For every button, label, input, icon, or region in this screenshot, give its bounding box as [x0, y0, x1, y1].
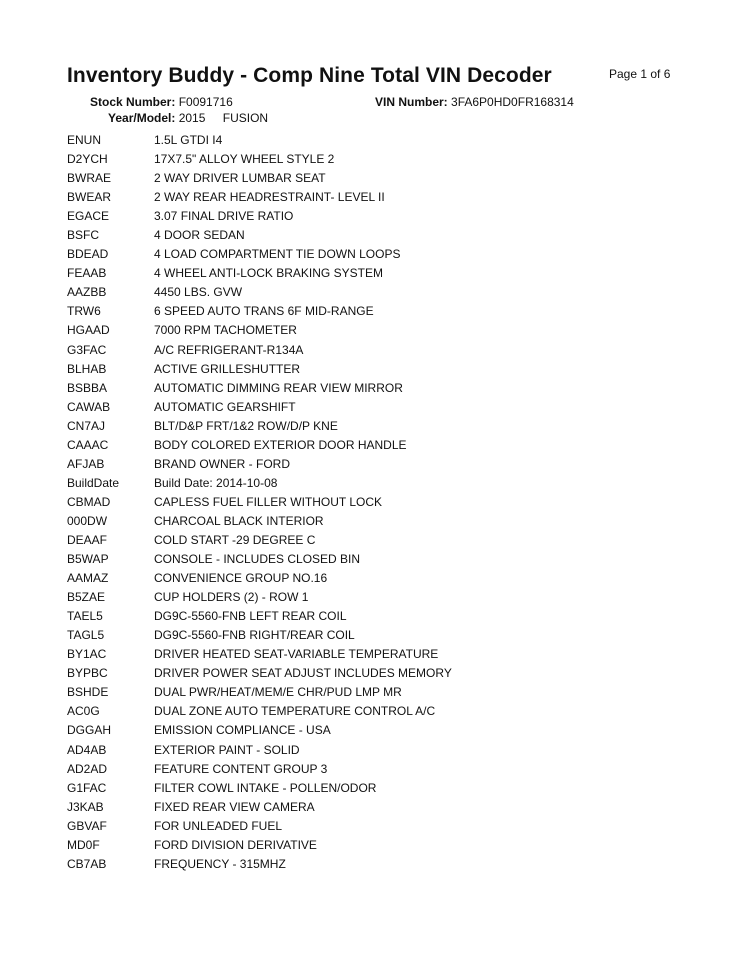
- vin-number-label: VIN Number:: [375, 95, 448, 109]
- option-code: CB7AB: [67, 856, 107, 871]
- option-code: BSFC: [67, 228, 100, 243]
- option-code: AAZBB: [67, 285, 107, 300]
- option-description: AUTOMATIC DIMMING REAR VIEW MIRROR: [154, 380, 403, 395]
- option-description: 6 SPEED AUTO TRANS 6F MID-RANGE: [154, 304, 374, 319]
- option-code: BYPBC: [67, 666, 108, 681]
- option-description: CAPLESS FUEL FILLER WITHOUT LOCK: [154, 494, 383, 509]
- vin-number: [375, 95, 574, 109]
- option-description: DUAL PWR/HEAT/MEM/E CHR/PUD LMP MR: [154, 685, 402, 700]
- option-description: DUAL ZONE AUTO TEMPERATURE CONTROL A/C: [154, 704, 436, 719]
- option-description: DRIVER HEATED SEAT-VARIABLE TEMPERATURE: [154, 647, 439, 662]
- option-code: EGACE: [67, 209, 110, 224]
- option-description: ACTIVE GRILLESHUTTER: [154, 361, 301, 376]
- option-code: BLHAB: [67, 361, 107, 376]
- stock-number-label: Stock Number:: [90, 95, 176, 109]
- option-description: 7000 RPM TACHOMETER: [154, 323, 297, 338]
- option-description: 4450 LBS. GVW: [154, 285, 243, 300]
- year-value: 2015: [178, 111, 206, 125]
- option-code: MD0F: [67, 837, 100, 852]
- option-code: ENUN: [67, 133, 102, 147]
- option-code: HGAAD: [67, 323, 110, 338]
- year-model: [108, 111, 268, 125]
- option-code: AD2AD: [67, 761, 108, 776]
- option-code: AFJAB: [67, 456, 105, 471]
- option-description: FILTER COWL INTAKE - POLLEN/ODOR: [154, 780, 377, 795]
- option-description: COLD START -29 DEGREE C: [154, 532, 316, 547]
- option-code: GBVAF: [67, 818, 107, 833]
- option-description: FOR UNLEADED FUEL: [154, 818, 283, 833]
- option-code: CBMAD: [67, 494, 111, 509]
- option-description: BODY COLORED EXTERIOR DOOR HANDLE: [154, 437, 407, 452]
- option-description: 2 WAY REAR HEADRESTRAINT- LEVEL II: [154, 190, 385, 205]
- option-description: FEATURE CONTENT GROUP 3: [154, 761, 328, 776]
- option-description: AUTOMATIC GEARSHIFT: [154, 399, 296, 414]
- option-code: CN7AJ: [67, 418, 106, 433]
- option-description: CONSOLE - INCLUDES CLOSED BIN: [154, 552, 361, 567]
- option-code: CAWAB: [67, 399, 111, 414]
- option-description: CHARCOAL BLACK INTERIOR: [154, 513, 324, 528]
- option-description: 2 WAY DRIVER LUMBAR SEAT: [154, 171, 326, 186]
- option-code: FEAAB: [67, 266, 107, 281]
- option-code: B5WAP: [67, 552, 109, 567]
- option-description: BRAND OWNER - FORD: [154, 456, 290, 471]
- option-code: DEAAF: [67, 532, 108, 547]
- option-description: DG9C-5560-FNB LEFT REAR COIL: [154, 609, 347, 624]
- option-description: CONVENIENCE GROUP NO.16: [154, 571, 328, 586]
- option-code: AAMAZ: [67, 571, 109, 586]
- option-code: CAAAC: [67, 437, 109, 452]
- option-code: BDEAD: [67, 247, 109, 262]
- year-model-label: Year/Model:: [108, 111, 176, 125]
- option-description: DRIVER POWER SEAT ADJUST INCLUDES MEMORY: [154, 666, 452, 681]
- page-title: Inventory Buddy - Comp Nine Total VIN Decoder: [67, 64, 552, 87]
- option-code: AD4AB: [67, 742, 107, 757]
- option-description: EMISSION COMPLIANCE - USA: [154, 723, 331, 738]
- page-number: Page 1 of 6: [609, 67, 671, 81]
- option-description: 4 WHEEL ANTI-LOCK BRAKING SYSTEM: [154, 266, 383, 281]
- option-code: BSHDE: [67, 685, 109, 700]
- option-code: G1FAC: [67, 780, 107, 795]
- option-description: 4 LOAD COMPARTMENT TIE DOWN LOOPS: [154, 247, 401, 262]
- option-description: FORD DIVISION DERIVATIVE: [154, 837, 317, 852]
- option-code: BuildDate: [67, 475, 120, 490]
- option-description: 17X7.5" ALLOY WHEEL STYLE 2: [154, 152, 335, 167]
- option-code: AC0G: [67, 704, 100, 719]
- option-description: FREQUENCY - 315MHZ: [154, 856, 286, 871]
- option-code: 000DW: [67, 513, 108, 528]
- option-code: BWEAR: [67, 190, 112, 205]
- option-description: DG9C-5560-FNB RIGHT/REAR COIL: [154, 628, 355, 643]
- option-description: BLT/D&P FRT/1&2 ROW/D/P KNE: [154, 418, 338, 433]
- option-code: DGGAH: [67, 723, 112, 738]
- model-value: FUSION: [222, 111, 269, 125]
- option-code: BWRAE: [67, 171, 112, 186]
- option-code: BSBBA: [67, 380, 108, 395]
- option-description: EXTERIOR PAINT - SOLID: [154, 742, 300, 757]
- option-code: D2YCH: [67, 152, 108, 167]
- vin-number-value: 3FA6P0HD0FR168314: [451, 95, 574, 109]
- option-description: 1.5L GTDI I4: [154, 133, 223, 147]
- option-description: Build Date: 2014-10-08: [154, 475, 278, 490]
- stock-number: [90, 95, 233, 109]
- option-description: A/C REFRIGERANT-R134A: [154, 342, 304, 357]
- option-code: TAEL5: [67, 609, 103, 624]
- option-description: 4 DOOR SEDAN: [154, 228, 245, 243]
- option-description: CUP HOLDERS (2) - ROW 1: [154, 590, 309, 605]
- stock-number-value: F0091716: [178, 95, 233, 109]
- option-code: J3KAB: [67, 799, 104, 814]
- option-description: 3.07 FINAL DRIVE RATIO: [154, 209, 294, 224]
- option-description: FIXED REAR VIEW CAMERA: [154, 799, 315, 814]
- option-code: BY1AC: [67, 647, 107, 662]
- option-code: TAGL5: [67, 628, 105, 643]
- option-code: TRW6: [67, 304, 101, 319]
- option-code: G3FAC: [67, 342, 107, 357]
- option-code: B5ZAE: [67, 590, 106, 605]
